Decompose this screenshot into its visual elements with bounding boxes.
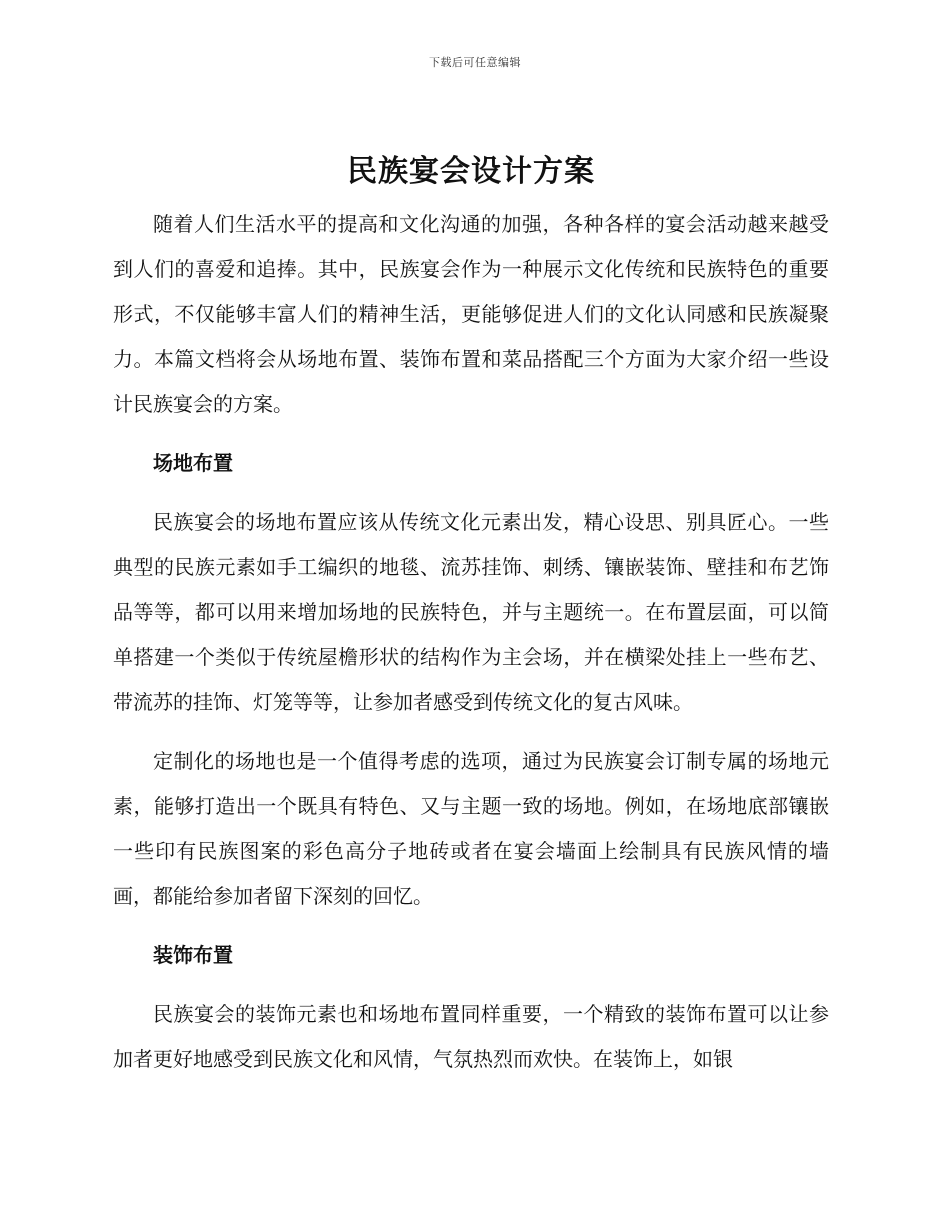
decoration-paragraph-1: 民族宴会的装饰元素也和场地布置同样重要，一个精致的装饰布置可以让参加者更好地感受到民族文化和风情，气氛热烈而欢快。在装饰上，如银 — [113, 1002, 829, 1071]
section-heading-venue: 场地布置 — [153, 451, 233, 475]
document-title: 民族宴会设计方案 — [347, 154, 595, 189]
venue-paragraph-1: 民族宴会的场地布置应该从传统文化元素出发，精心设思、别具匠心。一些典型的民族元素如手工编织的地毯、流苏挂饰、刺绣、镶嵌装饰、壁挂和布艺饰品等等，都可以用来增加场地的民族特色，并与主题统一。在布置层面，可以简单搭建一个类似于传统屋檐形状的结构作为主会场，并在横梁处挂上一些布艺、带流苏的挂饰、灯笼等等，让参加者感受到传统文化的复古风味。 — [113, 510, 829, 714]
document-body — [113, 150, 829, 1082]
section-heading-decoration: 装饰布置 — [153, 943, 233, 967]
intro-paragraph: 随着人们生活水平的提高和文化沟通的加强，各种各样的宴会活动越来越受到人们的喜爱和追捧。其中，民族宴会作为一种展示文化传统和民族特色的重要形式，不仅能够丰富人们的精神生活，更能够促进人们的文化认同感和民族凝聚力。本篇文档将会从场地布置、装饰布置和菜品搭配三个方面为大家介绍一些设计民族宴会的方案。 — [113, 212, 829, 416]
header-note: 下载后可任意编辑 — [429, 56, 521, 69]
venue-paragraph-2: 定制化的场地也是一个值得考虑的选项，通过为民族宴会订制专属的场地元素，能够打造出一个既具有特色、又与主题一致的场地。例如，在场地底部镶嵌一些印有民族图案的彩色高分子地砖或者在宴会墙面上绘制具有民族风情的墙画，都能给参加者留下深刻的回忆。 — [113, 749, 829, 908]
